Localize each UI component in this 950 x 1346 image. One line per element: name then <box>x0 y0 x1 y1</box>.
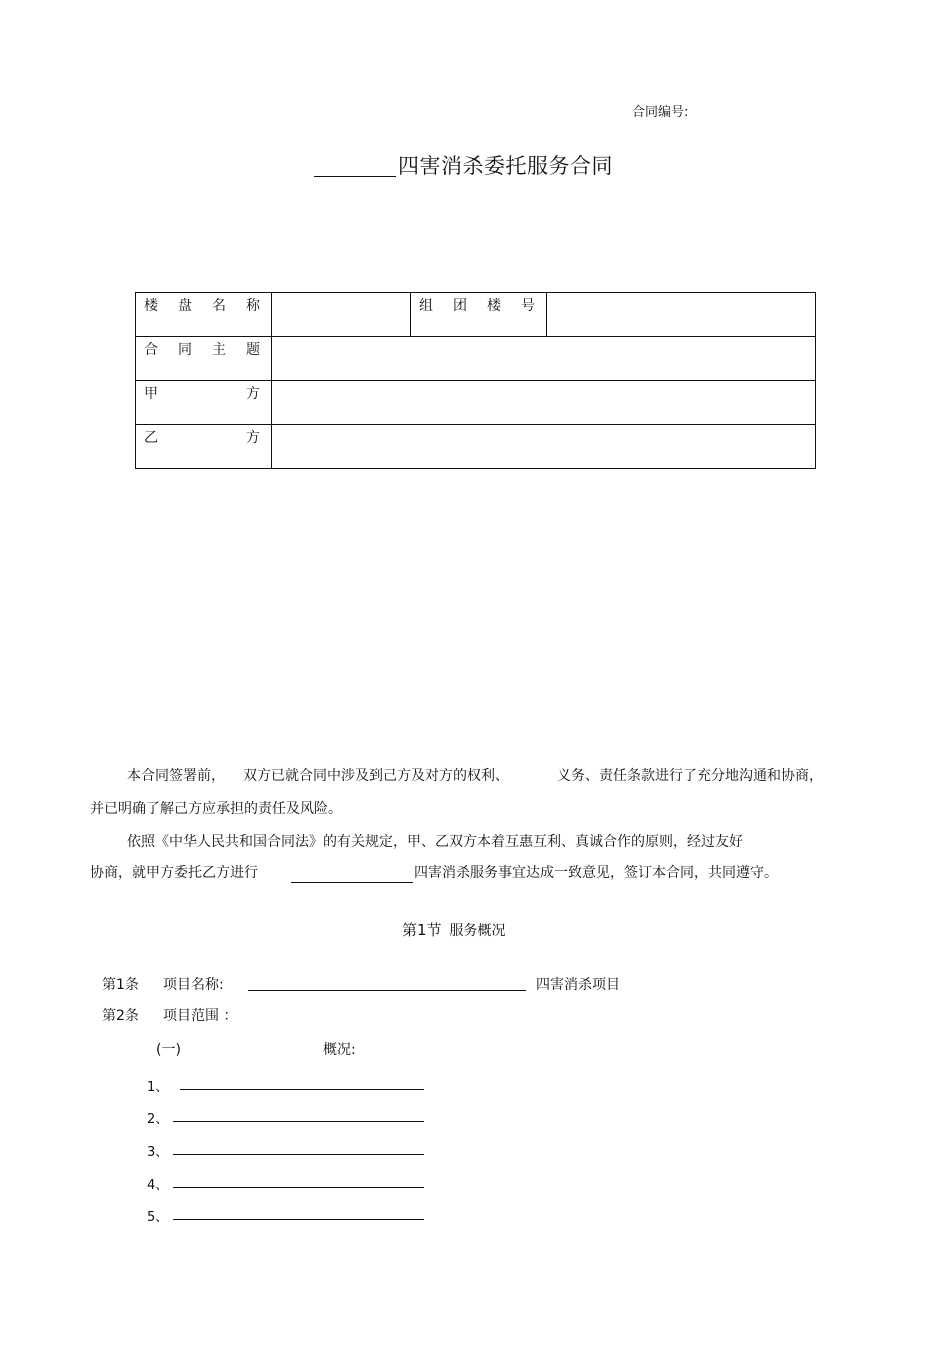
party-a-value[interactable] <box>272 381 816 425</box>
article-1-number: 第1条 <box>102 977 139 993</box>
list-item-number: 4、 <box>147 1178 169 1193</box>
list-item-number: 1、 <box>147 1080 169 1095</box>
title-blank-line <box>314 176 396 177</box>
property-name-value[interactable] <box>272 293 411 337</box>
party-b-label: 乙 方 <box>144 430 260 446</box>
preamble-p1-line2: 并已明确了解己方应承担的责任及风险。 <box>90 801 342 817</box>
building-group-label-cell <box>411 293 547 337</box>
party-a-label: 甲 方 <box>144 386 260 402</box>
subsection-1-label: 概况: <box>323 1042 356 1058</box>
document-title: 四害消杀委托服务合同 <box>398 154 613 178</box>
preamble-p2-line2-prefix: 协商，就甲方委托乙方进行 <box>90 865 258 881</box>
article-2-number: 第2条 <box>102 1008 139 1024</box>
building-group-label: 组 团 楼 号 <box>419 298 535 314</box>
contract-number-label: 合同编号: <box>632 105 689 120</box>
property-name-label: 楼 盘 名 称 <box>144 298 260 314</box>
contract-subject-label-cell <box>136 337 272 381</box>
project-name-blank-line <box>248 990 526 991</box>
list-item-blank-line <box>173 1121 424 1122</box>
building-group-value[interactable] <box>547 293 816 337</box>
contract-subject-value[interactable] <box>272 337 816 381</box>
subsection-1-number: (一) <box>156 1042 181 1058</box>
preamble-p2-line2-suffix: 四害消杀服务事宜达成一致意见，签订本合同，共同遵守。 <box>414 865 778 881</box>
party-a-label-cell <box>136 381 272 425</box>
section-title: 服务概况 <box>449 923 506 939</box>
list-item-number: 3、 <box>147 1145 169 1160</box>
party-b-value[interactable] <box>272 425 816 469</box>
list-item-blank-line <box>180 1089 424 1090</box>
list-item-blank-line <box>173 1219 424 1220</box>
list-item-blank-line <box>173 1187 424 1188</box>
list-item-blank-line <box>173 1154 424 1155</box>
list-item-number: 2、 <box>147 1112 169 1127</box>
section-number: 第1节 <box>402 921 442 939</box>
article-1-label: 项目名称: <box>163 977 224 993</box>
preamble-p1-part2: 双方已就合同中涉及到己方及对方的权利、 <box>243 768 509 784</box>
party-b-label-cell <box>136 425 272 469</box>
info-table <box>135 292 816 469</box>
section-heading <box>402 919 506 940</box>
preamble-p1-part1: 本合同签署前， <box>127 768 225 784</box>
preamble-p2-line1: 依照《中华人民共和国合同法》的有关规定，甲、乙双方本着互惠互利、真诚合作的原则，经过友好 <box>127 834 743 850</box>
list-item-number: 5、 <box>147 1210 169 1225</box>
contract-subject-label: 合 同 主 题 <box>144 342 260 358</box>
article-2-label: 项目范围 ： <box>163 1008 238 1024</box>
property-name-label-cell <box>136 293 272 337</box>
article-1-suffix: 四害消杀项目 <box>536 977 620 993</box>
preamble-p1-part3: 义务、责任条款进行了充分地沟通和协商， <box>557 768 823 784</box>
service-blank-line <box>291 882 413 883</box>
